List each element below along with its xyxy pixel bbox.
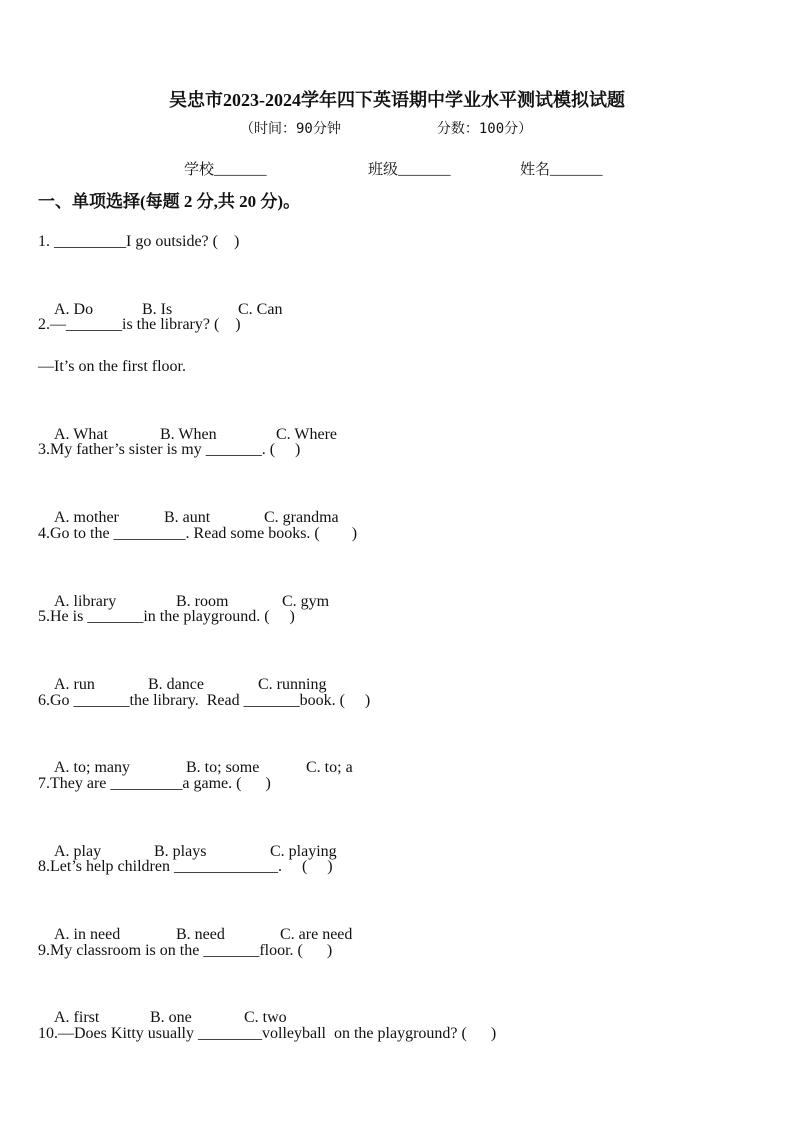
option-b: B. plays [154,842,207,860]
exam-meta [240,118,532,138]
option-c: C. running [258,675,327,693]
page-title: 吴忠市2023-2024学年四下英语期中学业水平测试模拟试题 [169,90,625,110]
option-b: B. When [160,425,217,443]
question-4-options [38,563,758,610]
option-b: B. to; some [186,759,260,777]
option-b: B. Is [142,300,173,318]
question-4: 4.Go to the _________. Read some books. ( ) [38,524,358,542]
option-a: A. Do [54,300,94,318]
question-10: 10.—Does Kitty usually ________volleyball on the playground? ( ) [38,1025,497,1043]
option-a: A. first [54,1009,100,1027]
question-8: 8.Let’s help children _____________. ( ) [38,858,333,876]
time-limit: （时间：90分钟 [240,121,341,137]
name-field[interactable]: 姓名_______ [520,162,603,178]
question-3-options [38,479,758,527]
question-3: 3.My father’s sister is my _______. ( ) [38,441,301,459]
question-1-options [38,271,758,318]
student-info [184,158,603,179]
question-2-answer-line: —It’s on the first floor. [38,358,186,376]
question-9: 9.My classroom is on the _______floor. ( ) [38,941,333,959]
option-c: C. two [244,1009,287,1027]
option-c: C. Can [238,300,283,318]
option-b: B. room [176,592,229,610]
option-c: C. Where [276,425,338,443]
option-a: A. mother [54,509,119,527]
option-a: A. What [54,425,108,443]
question-6: 6.Go _______the library. Read _______book. ( ) [38,691,371,709]
option-b: B. dance [148,675,204,693]
question-9-options [38,979,758,1027]
option-c: C. to; a [306,759,353,777]
question-2: 2.—_______is the library? ( ) [38,316,241,334]
question-5: 5.He is _______in the playground. ( ) [38,608,295,626]
option-b: B. need [176,926,225,943]
option-a: A. to; many [54,759,130,777]
question-6-options [38,729,758,777]
question-5-options [38,646,758,693]
total-score: 分数：100分） [436,121,533,137]
question-8-options [38,896,758,943]
question-1: 1. _________I go outside? ( ) [38,233,240,250]
option-a: A. in need [54,926,121,943]
option-c: C. playing [270,842,337,860]
class-field[interactable]: 班级_______ [368,162,451,178]
option-c: C. gym [282,592,330,610]
option-c: C. grandma [264,509,339,527]
option-b: B. one [150,1009,192,1027]
option-a: A. play [54,842,102,860]
section-title: 一、单项选择(每题 2 分,共 20 分)。 [38,192,301,211]
question-7-options [38,813,758,860]
school-field[interactable]: 学校_______ [184,162,267,178]
option-c: C. are need [280,926,353,943]
option-a: A. library [54,592,117,610]
option-a: A. run [54,675,95,693]
question-2-options [38,396,758,443]
option-b: B. aunt [164,509,211,527]
question-list [38,229,758,1063]
question-7: 7.They are _________a game. ( ) [38,774,271,792]
